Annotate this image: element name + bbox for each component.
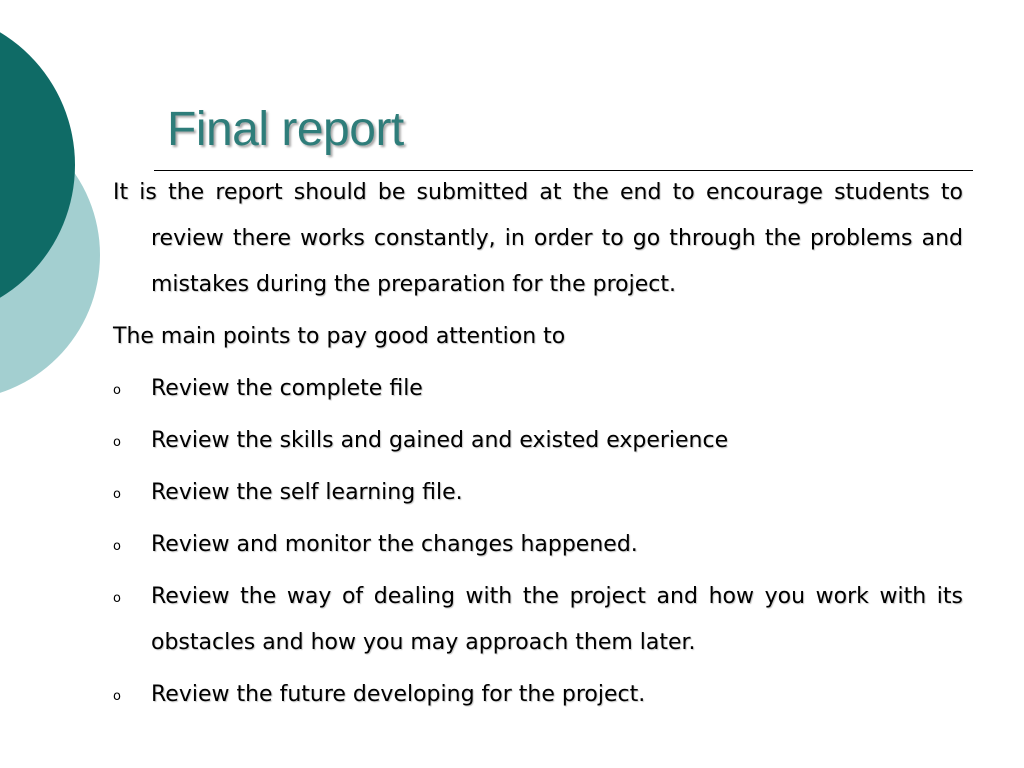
bullet-list: [113, 366, 963, 718]
subheading: The main points to pay good attention to: [113, 324, 566, 349]
bullet-circle-icon: o: [113, 689, 121, 704]
bullet-circle-icon: o: [113, 383, 121, 398]
list-item: [113, 366, 963, 412]
bullet-circle-icon: o: [113, 539, 121, 554]
list-item-text: Review the future developing for the project.: [151, 682, 646, 707]
list-item-text: Review the complete file: [151, 376, 423, 401]
bullet-circle-icon: o: [113, 591, 121, 606]
list-item: [113, 418, 963, 464]
list-item-text: Review the self learning file.: [151, 480, 463, 505]
intro-paragraph: It is the report should be submitted at the end to encourage students to review there works constantly, in order to go through the problems and mistakes during the preparation for the project.: [113, 180, 963, 297]
list-item: [113, 522, 963, 568]
list-item-text: Review the skills and gained and existed experience: [151, 428, 729, 453]
list-item-text: Review and monitor the changes happened.: [151, 532, 638, 557]
list-item: [113, 470, 963, 516]
slide-title: Final report: [167, 103, 404, 156]
list-item: [113, 574, 963, 666]
slide-body: [113, 170, 963, 724]
bullet-circle-icon: o: [113, 487, 121, 502]
list-item: [113, 672, 963, 718]
list-item-text: Review the way of dealing with the project and how you work with its obstacles and how you may approach them later.: [151, 584, 963, 655]
bullet-circle-icon: o: [113, 435, 121, 450]
